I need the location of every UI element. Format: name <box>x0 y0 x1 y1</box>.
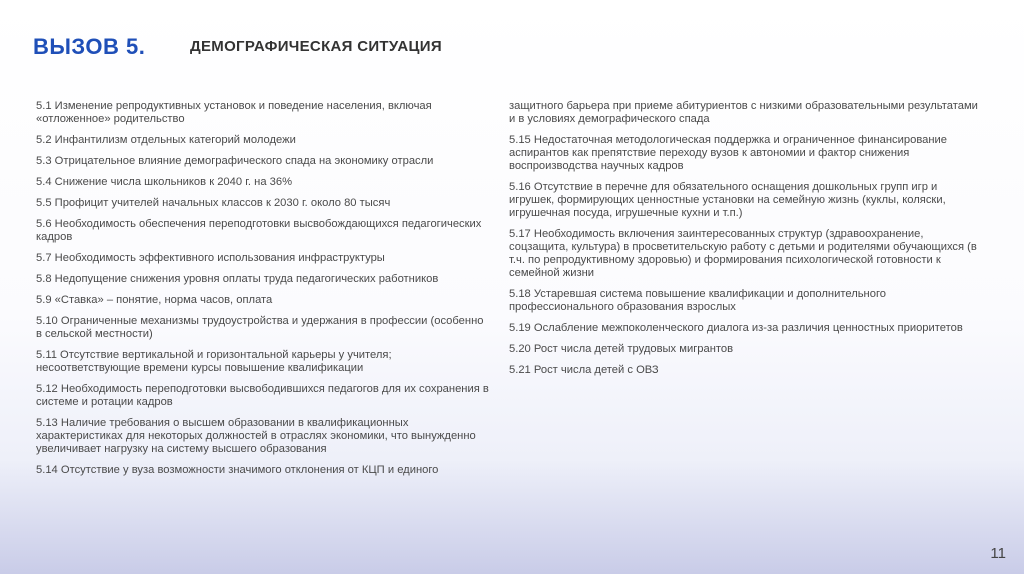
list-item: 5.18 Устаревшая система повышение квалификации и дополнительного профессионального образования взрослых <box>509 288 887 313</box>
left-column <box>36 100 491 485</box>
list-item: 5.10 Ограниченные механизмы трудоустройства и удержания в профессии (особенно в сельской местности) <box>36 315 484 340</box>
list-item: 5.11 Отсутствие вертикальной и горизонтальной карьеры у учителя; несоответствующие времени курсы повышение квалификации <box>36 349 392 374</box>
list-item: 5.19 Ослабление межпоколенческого диалога из-за различия ценностных приоритетов <box>509 322 963 334</box>
list-item: 5.7 Необходимость эффективного использования инфраструктуры <box>36 252 385 264</box>
list-item: 5.3 Отрицательное влияние демографического спада на экономику отрасли <box>36 155 434 167</box>
right-column <box>509 100 979 385</box>
list-item: 5.15 Недостаточная методологическая поддержка и ограниченное финансирование аспирантов как препятствие переходу вузов к автономии и фактор снижения воспроизводства научных кадров <box>509 134 948 172</box>
list-item: 5.12 Необходимость переподготовки высвободившихся педагогов для их сохранения в системе и ротации кадров <box>36 383 489 408</box>
list-item: 5.1 Изменение репродуктивных установок и поведение населения, включая «отложенное» родительство <box>36 100 432 125</box>
list-item: 5.13 Наличие требования о высшем образовании в квалификационных характеристиках для некоторых должностей в отраслях экономики, что вынужденно увеличивает нагрузку на систему высшего образования <box>36 417 476 455</box>
list-item: 5.2 Инфантилизм отдельных категорий молодежи <box>36 134 296 146</box>
list-item: 5.5 Профицит учителей начальных классов к 2030 г. около 80 тысяч <box>36 197 391 209</box>
list-item: 5.4 Снижение числа школьников к 2040 г. на 36% <box>36 176 293 188</box>
list-item: 5.6 Необходимость обеспечения переподготовки высвобождающихся педагогических кадров <box>36 218 482 243</box>
challenge-title: ВЫЗОВ 5. <box>33 34 146 59</box>
list-item: 5.20 Рост числа детей трудовых мигрантов <box>509 343 734 355</box>
topic-title: ДЕМОГРАФИЧЕСКАЯ СИТУАЦИЯ <box>190 38 442 55</box>
list-item: 5.21 Рост числа детей с ОВЗ <box>509 364 659 376</box>
list-item: 5.17 Необходимость включения заинтересованных структур (здравоохранение, соцзащита, культура) в просветительскую работу с детьми и родителями обучающихся (в т.ч. по репродуктивному здоровью) и формирования психологической готовности к семейной жизни <box>509 228 977 279</box>
list-item: защитного барьера при приеме абитуриентов с низкими образовательными результатами и в условиях демографического спада <box>509 100 978 125</box>
list-item: 5.14 Отсутствие у вуза возможности значимого отклонения от КЦП и единого <box>36 464 439 476</box>
page-number: 11 <box>990 545 1006 562</box>
list-item: 5.9 «Ставка» – понятие, норма часов, оплата <box>36 294 273 306</box>
list-item: 5.8 Недопущение снижения уровня оплаты труда педагогических работников <box>36 273 439 285</box>
list-item: 5.16 Отсутствие в перечне для обязательного оснащения дошкольных групп игр и игрушек, формирующих ценностные установки на семейную жизнь (куклы, коляски, игрушечная посуда, игрушечные кухни и т.п.) <box>509 181 946 219</box>
